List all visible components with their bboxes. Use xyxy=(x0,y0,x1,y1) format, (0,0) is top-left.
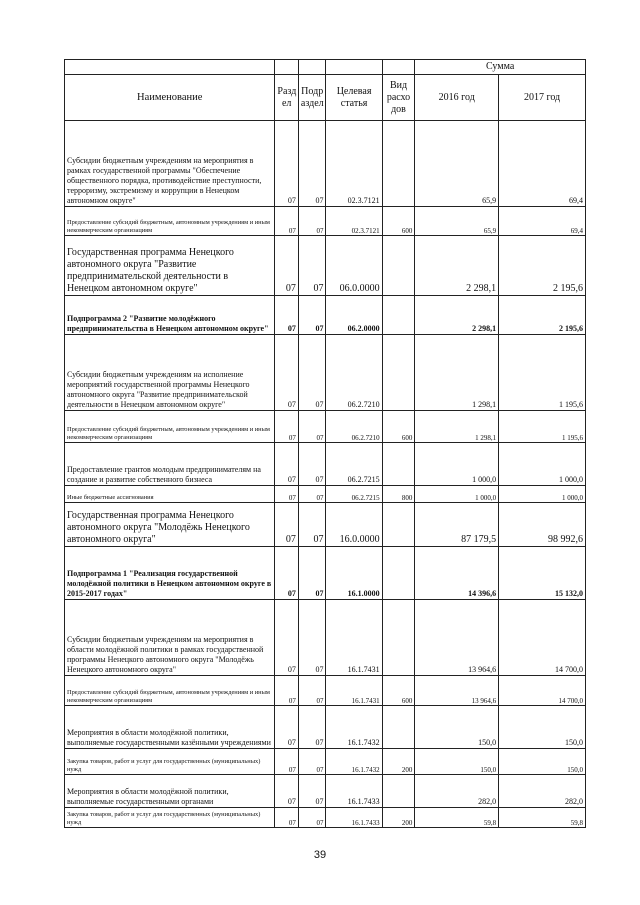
row-expense-type: 200 xyxy=(382,749,415,775)
row-target-article: 06.0.0000 xyxy=(326,236,382,296)
row-sum-2017: 1 000,0 xyxy=(499,486,586,503)
vid-column-header: Вид расхо дов xyxy=(382,75,415,121)
row-name: Субсидии бюджетным учреждениям на исполнение мероприятий государственной программы Ненецкого автономного округа "Развитие предпринимательской деятельности в Ненецком автономном округе" xyxy=(65,335,275,411)
table-row xyxy=(65,808,586,828)
row-name: Государственная программа Ненецкого автономного округа "Молодёжь Ненецкого автономного округа" xyxy=(65,503,275,547)
row-sum-2017: 69,4 xyxy=(499,121,586,207)
row-sum-2017: 150,0 xyxy=(499,706,586,749)
row-name: Государственная программа Ненецкого автономного округа "Развитие предпринимательской деятельности в Ненецком автономном округе" xyxy=(65,236,275,296)
row-target-article: 16.1.7433 xyxy=(326,775,382,808)
row-name: Подпрограмма 2 "Развитие молодёжного предпринимательства в Ненецком автономном округе" xyxy=(65,296,275,335)
row-sum-2016: 1 298,1 xyxy=(415,335,499,411)
table-row xyxy=(65,335,586,411)
row-expense-type: 600 xyxy=(382,411,415,443)
table-row xyxy=(65,121,586,207)
row-sum-2016: 150,0 xyxy=(415,749,499,775)
year-2017-column-header: 2017 год xyxy=(499,75,586,121)
row-name: Закупка товаров, работ и услуг для государственных (муниципальных) нужд xyxy=(65,749,275,775)
row-target-article: 02.3.7121 xyxy=(326,121,382,207)
row-name: Предоставление грантов молодым предпринимателям на создание и развитие собственного бизнеса xyxy=(65,443,275,486)
name-column-header: Наименование xyxy=(65,75,275,121)
table-row xyxy=(65,503,586,547)
row-podrazdel: 07 xyxy=(298,706,326,749)
row-expense-type xyxy=(382,121,415,207)
row-podrazdel: 07 xyxy=(298,443,326,486)
row-sum-2016: 13 964,6 xyxy=(415,600,499,676)
row-target-article: 16.1.7432 xyxy=(326,749,382,775)
row-sum-2017: 282,0 xyxy=(499,775,586,808)
table-row xyxy=(65,749,586,775)
row-sum-2017: 98 992,6 xyxy=(499,503,586,547)
row-expense-type xyxy=(382,503,415,547)
row-sum-2016: 14 396,6 xyxy=(415,547,499,600)
row-razdel: 07 xyxy=(275,808,298,828)
row-podrazdel: 07 xyxy=(298,486,326,503)
row-target-article: 16.1.7433 xyxy=(326,808,382,828)
row-sum-2016: 150,0 xyxy=(415,706,499,749)
row-sum-2016: 1 000,0 xyxy=(415,486,499,503)
row-sum-2016: 13 964,6 xyxy=(415,676,499,706)
row-razdel: 07 xyxy=(275,706,298,749)
table-row xyxy=(65,411,586,443)
row-sum-2017: 1 195,6 xyxy=(499,411,586,443)
row-podrazdel: 07 xyxy=(298,335,326,411)
row-name: Закупка товаров, работ и услуг для государственных (муниципальных) нужд xyxy=(65,808,275,828)
row-podrazdel: 07 xyxy=(298,749,326,775)
row-target-article: 16.1.7431 xyxy=(326,676,382,706)
target-column-header: Целевая статья xyxy=(326,75,382,121)
row-sum-2016: 1 000,0 xyxy=(415,443,499,486)
row-podrazdel: 07 xyxy=(298,207,326,236)
razdel-column-header: Разд ел xyxy=(275,75,298,121)
row-name: Мероприятия в области молодёжной политики, выполняемые государственными казёнными учреждениями xyxy=(65,706,275,749)
row-expense-type: 600 xyxy=(382,676,415,706)
table-row xyxy=(65,236,586,296)
row-sum-2016: 282,0 xyxy=(415,775,499,808)
table-row xyxy=(65,296,586,335)
row-target-article: 06.2.7215 xyxy=(326,486,382,503)
row-razdel: 07 xyxy=(275,411,298,443)
row-expense-type xyxy=(382,600,415,676)
row-name: Предоставление субсидий бюджетным, автономным учреждениям и иным некоммерческим организациям xyxy=(65,411,275,443)
row-razdel: 07 xyxy=(275,335,298,411)
row-podrazdel: 07 xyxy=(298,600,326,676)
row-razdel: 07 xyxy=(275,207,298,236)
row-target-article: 02.3.7121 xyxy=(326,207,382,236)
row-sum-2017: 150,0 xyxy=(499,749,586,775)
table-row xyxy=(65,676,586,706)
row-sum-2017: 1 195,6 xyxy=(499,335,586,411)
row-sum-2017: 2 195,6 xyxy=(499,296,586,335)
table-row xyxy=(65,706,586,749)
header-row-top xyxy=(65,60,586,75)
row-razdel: 07 xyxy=(275,676,298,706)
row-target-article: 06.2.7215 xyxy=(326,443,382,486)
row-sum-2016: 59,8 xyxy=(415,808,499,828)
row-podrazdel: 07 xyxy=(298,775,326,808)
row-target-article: 16.1.0000 xyxy=(326,547,382,600)
row-name: Субсидии бюджетным учреждениям на мероприятия в области молодёжной политики в рамках государственной программы Ненецкого автономного округа "Молодёжь Ненецкого автономного округа" xyxy=(65,600,275,676)
row-razdel: 07 xyxy=(275,547,298,600)
row-expense-type xyxy=(382,335,415,411)
row-expense-type xyxy=(382,236,415,296)
table-row xyxy=(65,547,586,600)
row-razdel: 07 xyxy=(275,749,298,775)
row-expense-type: 200 xyxy=(382,808,415,828)
row-podrazdel: 07 xyxy=(298,503,326,547)
row-sum-2017: 59,8 xyxy=(499,808,586,828)
row-razdel: 07 xyxy=(275,236,298,296)
row-podrazdel: 07 xyxy=(298,547,326,600)
row-name: Предоставление субсидий бюджетным, автономным учреждениям и иным некоммерческим организациям xyxy=(65,676,275,706)
year-2016-column-header: 2016 год xyxy=(415,75,499,121)
row-sum-2016: 87 179,5 xyxy=(415,503,499,547)
row-name: Предоставление субсидий бюджетным, автономным учреждениям и иным некоммерческим организациям xyxy=(65,207,275,236)
row-sum-2017: 2 195,6 xyxy=(499,236,586,296)
row-name: Иные бюджетные ассигнования xyxy=(65,486,275,503)
row-podrazdel: 07 xyxy=(298,808,326,828)
row-sum-2017: 1 000,0 xyxy=(499,443,586,486)
podrazdel-column-header: Подр аздел xyxy=(298,75,326,121)
row-target-article: 16.1.7432 xyxy=(326,706,382,749)
row-sum-2016: 2 298,1 xyxy=(415,296,499,335)
row-expense-type xyxy=(382,706,415,749)
row-name: Подпрограмма 1 "Реализация государственной молодёжной политики в Ненецком автономном округе в 2015-2017 годах" xyxy=(65,547,275,600)
row-sum-2017: 14 700,0 xyxy=(499,600,586,676)
row-razdel: 07 xyxy=(275,503,298,547)
row-target-article: 16.0.0000 xyxy=(326,503,382,547)
row-razdel: 07 xyxy=(275,443,298,486)
header-row xyxy=(65,75,586,121)
row-razdel: 07 xyxy=(275,600,298,676)
row-podrazdel: 07 xyxy=(298,296,326,335)
row-target-article: 06.2.7210 xyxy=(326,335,382,411)
budget-table xyxy=(64,59,586,828)
summa-header: Сумма xyxy=(415,60,586,75)
row-podrazdel: 07 xyxy=(298,236,326,296)
row-name: Мероприятия в области молодёжной политики, выполняемые государственными органами xyxy=(65,775,275,808)
row-sum-2017: 14 700,0 xyxy=(499,676,586,706)
table-row xyxy=(65,443,586,486)
row-expense-type: 800 xyxy=(382,486,415,503)
row-razdel: 07 xyxy=(275,296,298,335)
table-row xyxy=(65,486,586,503)
row-podrazdel: 07 xyxy=(298,676,326,706)
row-expense-type xyxy=(382,775,415,808)
table-row xyxy=(65,775,586,808)
row-target-article: 16.1.7431 xyxy=(326,600,382,676)
row-target-article: 06.2.0000 xyxy=(326,296,382,335)
row-target-article: 06.2.7210 xyxy=(326,411,382,443)
page-number: 39 xyxy=(313,849,327,861)
row-podrazdel: 07 xyxy=(298,121,326,207)
row-sum-2017: 15 132,0 xyxy=(499,547,586,600)
row-expense-type: 600 xyxy=(382,207,415,236)
row-razdel: 07 xyxy=(275,121,298,207)
table-row xyxy=(65,600,586,676)
table-row xyxy=(65,207,586,236)
row-sum-2016: 65,9 xyxy=(415,121,499,207)
row-expense-type xyxy=(382,547,415,600)
row-expense-type xyxy=(382,443,415,486)
row-sum-2016: 1 298,1 xyxy=(415,411,499,443)
row-expense-type xyxy=(382,296,415,335)
row-razdel: 07 xyxy=(275,775,298,808)
row-sum-2016: 65,9 xyxy=(415,207,499,236)
row-sum-2017: 69,4 xyxy=(499,207,586,236)
row-podrazdel: 07 xyxy=(298,411,326,443)
row-name: Субсидии бюджетным учреждениям на мероприятия в рамках государственной программы "Обеспечение общественного порядка, противодействие преступности, терроризму, экстремизму и коррупции в Ненецком автономном округе" xyxy=(65,121,275,207)
row-razdel: 07 xyxy=(275,486,298,503)
row-sum-2016: 2 298,1 xyxy=(415,236,499,296)
